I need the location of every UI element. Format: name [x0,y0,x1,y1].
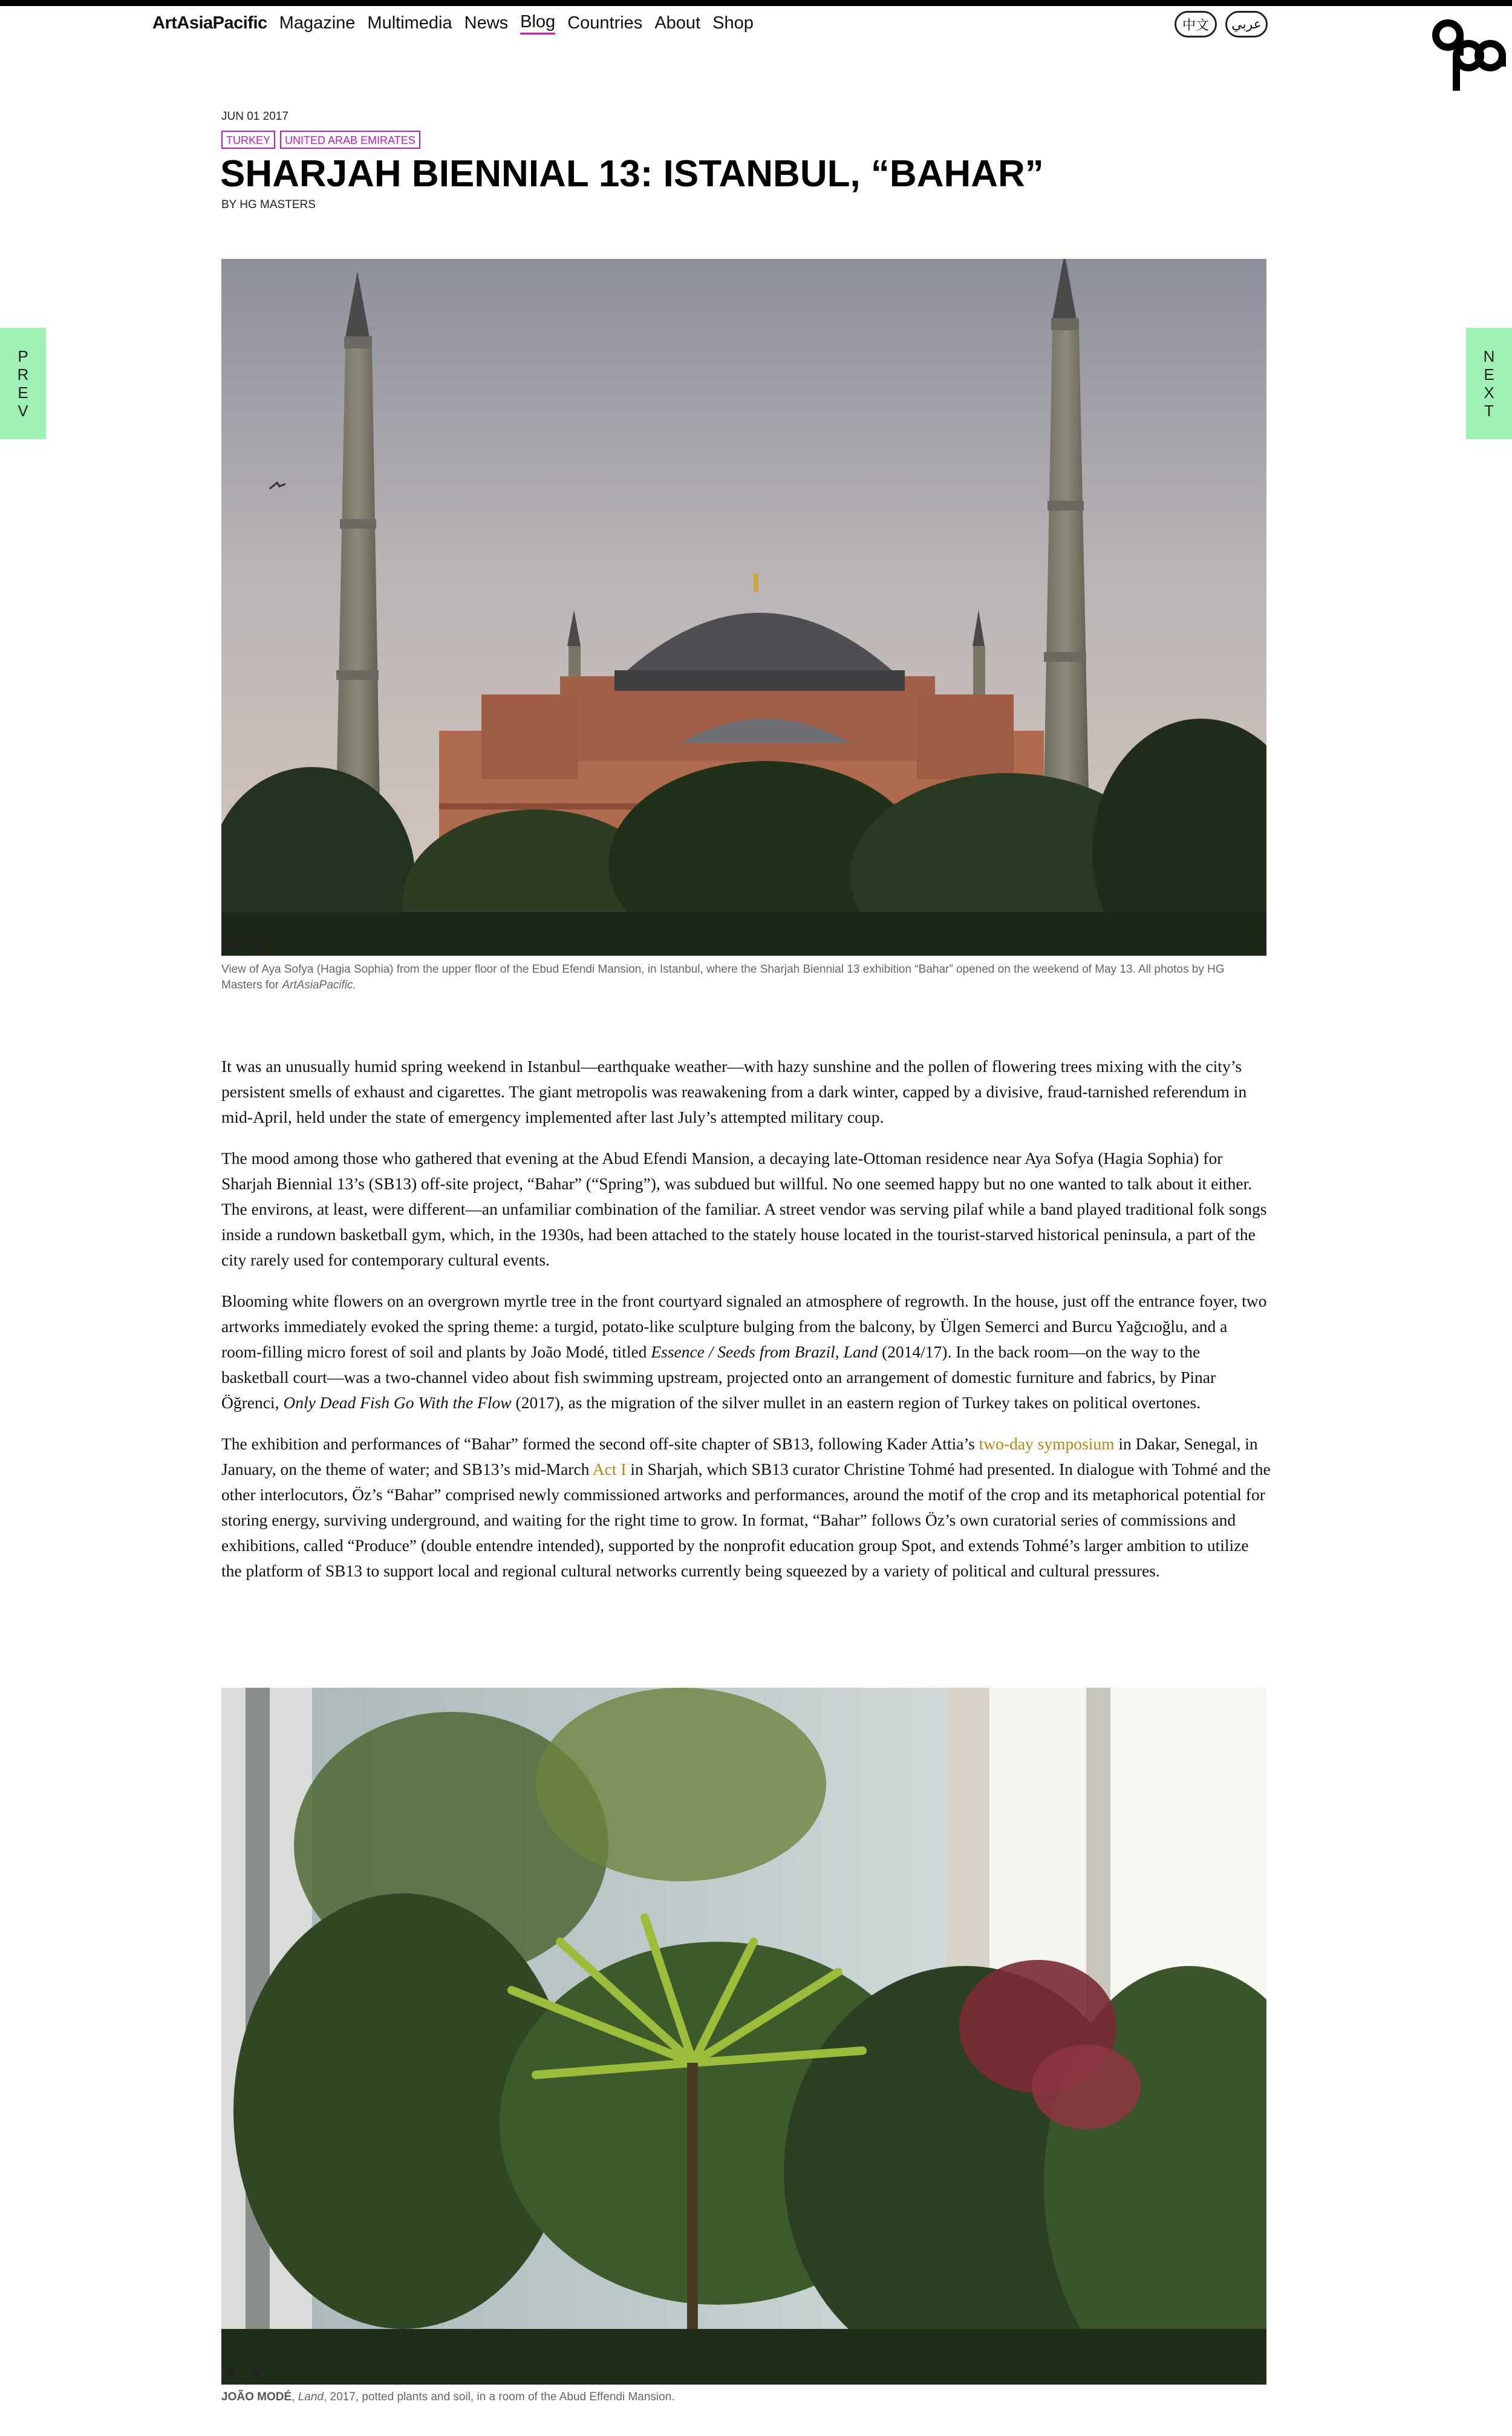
prev-article-tab[interactable] [0,328,46,439]
article-title: SHARJAH BIENNIAL 13: ISTANBUL, “BAHAR” [220,153,1044,195]
nav-item-blog[interactable]: Blog [520,12,555,34]
nav-item-multimedia[interactable]: Multimedia [367,13,452,33]
next-article-tab[interactable] [1466,328,1512,439]
next-photo-arrow-icon[interactable] [248,2364,266,2382]
top-border [0,0,1512,6]
tag-uae[interactable]: UNITED ARAB EMIRATES [280,131,420,149]
next-letter: T [1484,402,1494,420]
aap-logo[interactable] [1427,11,1512,96]
next-letter: X [1484,384,1494,402]
prev-letter: V [18,402,28,420]
prev-letter: P [18,347,28,365]
plants-room-photo [221,1688,1266,2385]
nav-item-news[interactable]: News [464,13,509,33]
main-nav [152,10,754,36]
tag-turkey[interactable]: TURKEY [221,131,275,149]
symposium-link[interactable]: two-day symposium [979,1434,1115,1453]
paragraph: The mood among those who gathered that evening at the Abud Efendi Mansion, a decaying late-Ottoman residence near Aya Sofya (Hagia Sophia) for Sharjah Biennial 13’s (SB13) off-site project, “Bahar” (“Spring”), was subdued but willful. No one seemed happy but no one wanted to talk about it either. The environs, at least, were different—an unfamiliar combination of the familiar. A street vendor was serving pilaf while a band played traditional folk songs inside a rundown basketball gym, which, in the 1930s, had been attached to the stately house located in the tourist-starved historical peninsula, a part of the city rarely used for contemporary cultural events. [221,1149,1267,1269]
nav-item-about[interactable]: About [654,13,701,33]
paragraph: Blooming white flowers on an overgrown myrtle tree in the front courtyard signaled an atmosphere of regrowth. In the house, just off the entrance foyer, two artworks immediately evoked the spring theme: a turgid, potato-like sculpture bulging from the balcony, by Ülgen Semerci and Burcu Yağcıoğlu, and a room-filling micro forest of soil and plants by João Modé, titled Essence / Seeds from Brazil, Land (2014/17). In the back room—on the way to the basketball court—was a two-channel video about fish swimming upstream, projected onto an arrangement of domestic furniture and fabrics, by Pinar Öğrenci, Only Dead Fish Go With the Flow (2017), as the migration of the silver mullet in an eastern region of Turkey takes on political overtones. [221,1291,1267,1412]
previous-photo-arrow-icon[interactable] [221,2364,240,2382]
paragraph: The exhibition and performances of “Bahar” formed the second off-site chapter of SB13, following Kader Attia’s two-day symposium in Dakar, Senegal, in January, on the theme of water; and SB13’s mid-March Act I in Sharjah, which SB13 curator Christine Tohmé had presented. In dialogue with Tohmé and the other interlocutors, Öz’s “Bahar” comprised newly commissioned artworks and performances, around the motif of the crop and its metaphorical potential for storing energy, surviving underground, and waiting for the right time to grow. In format, “Bahar” follows Öz’s own curatorial series of commissions and exhibitions, called “Produce” (double entendre intended), supported by the nonprofit education group Spot, and extends Tohmé’s larger ambition to utilize the platform of SB13 to support local and regional cultural networks currently being squeezed by a variety of political and cultural pressures. [221,1434,1271,1580]
country-tags [221,131,420,149]
prev-letter: E [18,384,28,402]
next-letter: E [1484,365,1494,384]
photo-one-controls [221,936,266,955]
caption-rest: , 2017, potted plants and soil, in a room of the Abud Effendi Mansion. [323,2391,675,2403]
hagia-sophia-photo [221,259,1266,956]
caption-text: View of Aya Sofya (Hagia Sophia) from the upper floor of the Ebud Efendi Mansion, in Istanbul, where the Sharjah Biennial 13 exhibition “Bahar” opened on the weekend of May 13. All photos by HG Masters for [221,963,1225,991]
prev-letter: R [17,365,29,384]
act-one-link[interactable]: Act I [592,1460,627,1478]
caption-work: Land [298,2391,324,2403]
article-byline: BY HG MASTERS [221,198,316,211]
next-letter: N [1483,347,1495,365]
nav-item-shop[interactable]: Shop [712,13,754,33]
language-chinese-button[interactable]: 中文 [1175,11,1217,38]
previous-photo-arrow-icon[interactable] [221,936,240,955]
photo-one-caption [221,962,1266,993]
article-body [221,1054,1271,1599]
next-photo-arrow-icon[interactable] [248,936,266,955]
brand-link[interactable]: ArtAsiaPacific [152,13,267,33]
caption-artist: JOÃO MODÉ [221,2391,292,2403]
nav-item-magazine[interactable]: Magazine [279,13,356,33]
photo-two-controls [221,2364,266,2382]
caption-credit: ArtAsiaPacific. [282,979,356,991]
article-date: JUN 01 2017 [221,110,288,123]
paragraph: It was an unusually humid spring weekend in Istanbul—earthquake weather—with hazy sunshine and the pollen of flowering trees mixing with the city’s persistent smells of exhaust and cigarettes. The giant metropolis was reawakening from a dark winter, capped by a divisive, fraud-tarnished referendum in mid-April, held under the state of emergency implemented after last July’s attempted military coup. [221,1057,1247,1126]
language-arabic-button[interactable]: عربي [1225,11,1268,38]
nav-item-countries[interactable]: Countries [567,13,643,33]
photo-two-caption: JOÃO MODÉ, Land, 2017, potted plants and soil, in a room of the Abud Effendi Mansion. [221,2391,675,2403]
